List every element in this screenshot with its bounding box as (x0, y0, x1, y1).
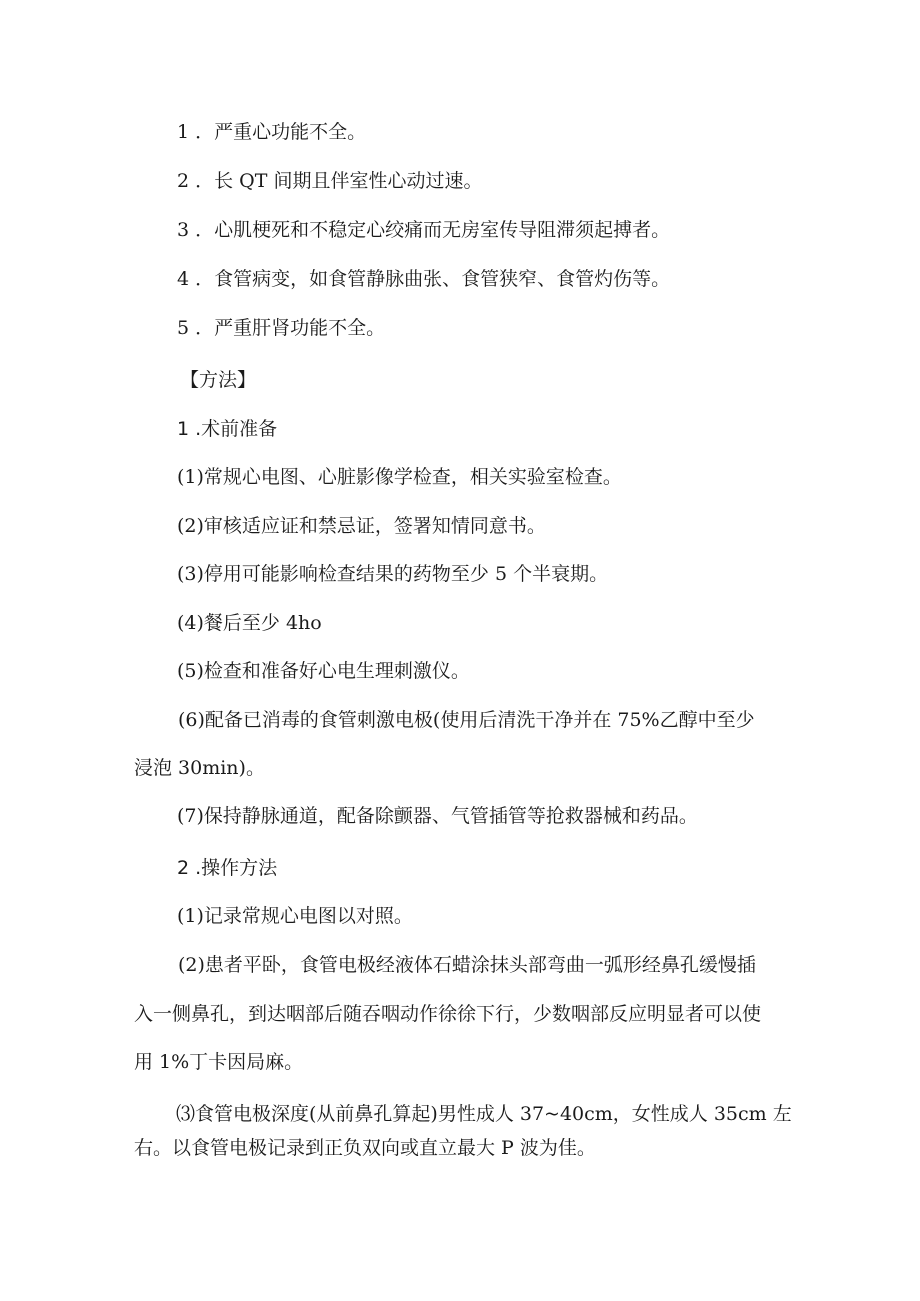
contraindication-item-1: 1 ．严重心功能不全。 (177, 121, 367, 143)
prep-item-3: (3)停用可能影响检查结果的药物至少 5 个半衰期。 (177, 563, 609, 585)
op-item-1: (1)记录常规心电图以对照。 (177, 905, 413, 927)
op-heading: 2 .操作方法 (177, 857, 278, 879)
op-item-3-line-1: ⑶食管电极深度(从前鼻孔算起)男性成人 37~40cm，女性成人 35cm 左 (176, 1103, 792, 1125)
prep-item-6-line-1: (6)配备已消毒的食管刺激电极(使用后清洗干净并在 75%乙醇中至少 (178, 709, 755, 731)
contraindication-item-3: 3 ．心肌梗死和不稳定心绞痛而无房室传导阻滞须起搏者。 (177, 219, 671, 241)
op-item-2-line-1: (2)患者平卧，食管电极经液体石蜡涂抹头部弯曲一弧形经鼻孔缓慢插 (178, 954, 756, 976)
op-item-3-line-2: 右。以食管电极记录到正负双向或直立最大 P 波为佳。 (134, 1137, 596, 1159)
prep-heading: 1 .术前准备 (177, 418, 278, 440)
op-item-2-line-3: 用 1%丁卡因局麻。 (134, 1051, 304, 1073)
prep-item-7: (7)保持静脉通道，配备除颤器、气管插管等抢救器械和药品。 (177, 805, 698, 827)
prep-item-4: (4)餐后至少 4ho (177, 612, 322, 634)
method-heading: 【方法】 (180, 369, 257, 391)
prep-item-1: (1)常规心电图、心脏影像学检查，相关实验室检查。 (177, 466, 622, 488)
contraindication-item-4: 4 ．食管病变，如食管静脉曲张、食管狭窄、食管灼伤等。 (177, 268, 671, 290)
op-item-2-line-2: 入一侧鼻孔，到达咽部后随吞咽动作徐徐下行，少数咽部反应明显者可以使 (134, 1003, 762, 1025)
contraindication-item-2: 2 ．长 QT 间期且伴室性心动过速。 (177, 170, 483, 192)
prep-item-6-line-2: 浸泡 30min)。 (134, 757, 265, 779)
contraindication-item-5: 5 ．严重肝肾功能不全。 (177, 317, 386, 339)
prep-item-5: (5)检查和准备好心电生理刺激仪。 (177, 660, 470, 682)
prep-item-2: (2)审核适应证和禁忌证，签署知情同意书。 (177, 515, 546, 537)
